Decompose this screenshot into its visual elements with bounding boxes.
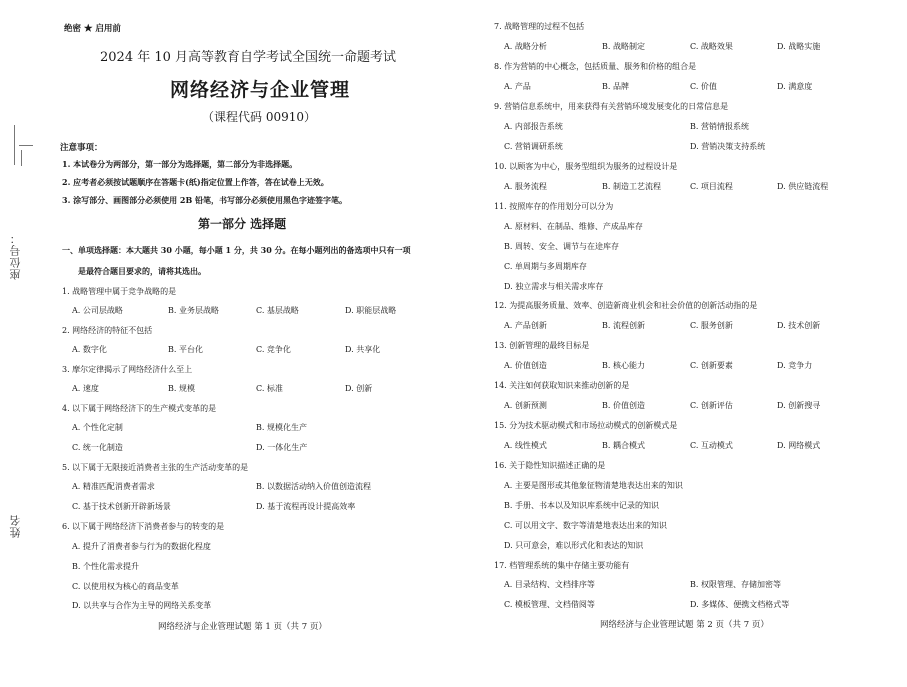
option: D. 竞争力 [777, 361, 813, 370]
question-stem: 3. 摩尔定律揭示了网络经济什么至上 [62, 365, 193, 374]
question-stem: 9. 营销信息系统中，用来获得有关营销环境发展变化的日常信息是 [494, 102, 729, 111]
option: C. 价值 [690, 82, 717, 91]
option: C. 单周期与多周期库存 [504, 262, 587, 271]
option: B. 品牌 [602, 82, 629, 91]
question-stem: 16. 关于隐性知识描述正确的是 [494, 461, 606, 470]
option: B. 流程创新 [602, 321, 645, 330]
note-item: 3. 涂写部分、画图部分必须使用 2B 铅笔，书写部分必须使用黑色字迹签字笔。 [62, 195, 348, 205]
option: C. 创新评估 [690, 401, 733, 410]
option: B. 权限管理、存储加密等 [690, 580, 781, 589]
option: C. 基层战略 [256, 306, 299, 315]
binding-mark [21, 150, 22, 166]
exam-title: 2024 年 10 月高等教育自学考试全国统一命题考试 [100, 50, 397, 65]
option: D. 独立需求与相关需求库存 [504, 282, 604, 291]
option: C. 竞争化 [256, 345, 291, 354]
subject-title: 网络经济与企业管理 [170, 79, 351, 101]
option: B. 价值创造 [602, 401, 645, 410]
option: D. 技术创新 [777, 321, 821, 330]
option: D. 供应链流程 [777, 182, 829, 191]
option: B. 手册、书本以及知识库系统中记录的知识 [504, 501, 659, 510]
option: A. 速度 [72, 384, 99, 393]
question-stem: 14. 关注如何获取知识来推动创新的是 [494, 381, 630, 390]
question-stem: 5. 以下属于无限接近消费者主张的生产活动变革的是 [62, 463, 249, 472]
option: C. 营销调研系统 [504, 142, 563, 151]
option: B. 业务层战略 [168, 306, 219, 315]
option: C. 创新要素 [690, 361, 733, 370]
option: D. 一体化生产 [256, 443, 308, 452]
option: B. 以数据活动纳入价值创造流程 [256, 482, 371, 491]
option: D. 营销决策支持系统 [690, 142, 766, 151]
option: A. 精准匹配消费者需求 [72, 482, 155, 491]
question-stem: 13. 创新管理的最终目标是 [494, 341, 590, 350]
option: C. 项目流程 [690, 182, 733, 191]
option: A. 价值创造 [504, 361, 547, 370]
option: C. 以使用权为核心的商品变革 [72, 582, 179, 591]
question-stem: 11. 按照库存的作用划分可以分为 [494, 202, 614, 211]
binding-mark [19, 145, 33, 146]
notes-heading: 注意事项： [60, 143, 103, 153]
question-stem: 1. 战略管理中属于竞争战略的是 [62, 287, 177, 296]
option: D. 网络模式 [777, 441, 821, 450]
option: A. 提升了消费者参与行为的数据化程度 [72, 542, 211, 551]
option: D. 只可意会，难以形式化和表达的知识 [504, 541, 644, 550]
option: D. 满意度 [777, 82, 813, 91]
option: B. 规模 [168, 384, 195, 393]
note-item: 2. 应考者必须按试题顺序在答题卡(纸)指定位置上作答，答在试卷上无效。 [62, 177, 329, 187]
option: C. 基于技术创新开辟新场景 [72, 502, 171, 511]
question-stem: 6. 以下属于网络经济下消费者参与的转变的是 [62, 522, 225, 531]
seat-number-label: 座位号： [9, 232, 22, 280]
option: D. 创新搜寻 [777, 401, 821, 410]
question-stem: 12. 为提高服务质量、效率、创造新商业机会和社会价值的创新活动指的是 [494, 301, 758, 310]
option: A. 产品 [504, 82, 531, 91]
option: A. 线性模式 [504, 441, 547, 450]
option: D. 战略实施 [777, 42, 821, 51]
question-stem: 2. 网络经济的特征不包括 [62, 326, 153, 335]
option: C. 可以用文字、数字等清楚地表达出来的知识 [504, 521, 667, 530]
option: D. 职能层战略 [345, 306, 397, 315]
name-label: 姓名 [9, 514, 22, 538]
option: A. 公司层战略 [72, 306, 123, 315]
option: A. 创新预测 [504, 401, 547, 410]
option: B. 战略制定 [602, 42, 645, 51]
question-stem: 15. 分为技术驱动模式和市场拉动模式的创新模式是 [494, 421, 678, 430]
option: B. 营销情报系统 [690, 122, 749, 131]
part-one-title: 第一部分 选择题 [198, 217, 287, 231]
page-footer: 网络经济与企业管理试题 第 2 页（共 7 页） [600, 620, 769, 630]
course-code: （课程代码 00910） [202, 110, 316, 124]
option: A. 数字化 [72, 345, 107, 354]
option: B. 耦合模式 [602, 441, 645, 450]
option: B. 平台化 [168, 345, 203, 354]
option: C. 战略效果 [690, 42, 733, 51]
option: D. 以共享与合作为主导的网络关系变革 [72, 601, 212, 610]
option: C. 标准 [256, 384, 283, 393]
option: A. 原材料、在制品、维修、产成品库存 [504, 222, 643, 231]
option: A. 产品创新 [504, 321, 547, 330]
option: C. 服务创新 [690, 321, 733, 330]
option: C. 模板管理、文档借阅等 [504, 600, 595, 609]
option: C. 互动模式 [690, 441, 733, 450]
option: B. 核心能力 [602, 361, 645, 370]
option: B. 制造工艺流程 [602, 182, 661, 191]
section-instruction: 一、单项选择题：本大题共 30 小题，每小题 1 分，共 30 分。在每小题列出的备选项中只有一项 [62, 245, 411, 255]
option: A. 战略分析 [504, 42, 547, 51]
option: D. 基于流程再设计提高效率 [256, 502, 356, 511]
option: C. 统一化制造 [72, 443, 123, 452]
option: D. 多媒体、便携文档格式等 [690, 600, 790, 609]
question-stem: 7. 战略管理的过程不包括 [494, 22, 585, 31]
secret-label: 绝密 ★ 启用前 [64, 24, 121, 34]
option: B. 个性化需求提升 [72, 562, 139, 571]
section-instruction: 是最符合题目要求的，请将其选出。 [78, 266, 206, 276]
question-stem: 10. 以顾客为中心，服务型组织为服务的过程设计是 [494, 162, 678, 171]
option: A. 主要是图形或其他象征物清楚地表达出来的知识 [504, 481, 683, 490]
page-footer: 网络经济与企业管理试题 第 1 页（共 7 页） [158, 622, 327, 632]
option: A. 个性化定制 [72, 423, 123, 432]
option: A. 服务流程 [504, 182, 547, 191]
option: A. 内部报告系统 [504, 122, 563, 131]
question-stem: 8. 作为营销的中心概念，包括质量、服务和价格的组合是 [494, 62, 697, 71]
question-stem: 4. 以下属于网络经济下的生产模式变革的是 [62, 404, 217, 413]
note-item: 1. 本试卷分为两部分，第一部分为选择题，第二部分为非选择题。 [62, 159, 298, 169]
option: A. 目录结构、文档排序等 [504, 580, 595, 589]
option: D. 共享化 [345, 345, 381, 354]
option: B. 周转、安全、调节与在途库存 [504, 242, 619, 251]
option: B. 规模化生产 [256, 423, 307, 432]
question-stem: 17. 档管理系统的集中存储主要功能有 [494, 561, 630, 570]
option: D. 创新 [345, 384, 373, 393]
binding-mark [14, 125, 15, 165]
